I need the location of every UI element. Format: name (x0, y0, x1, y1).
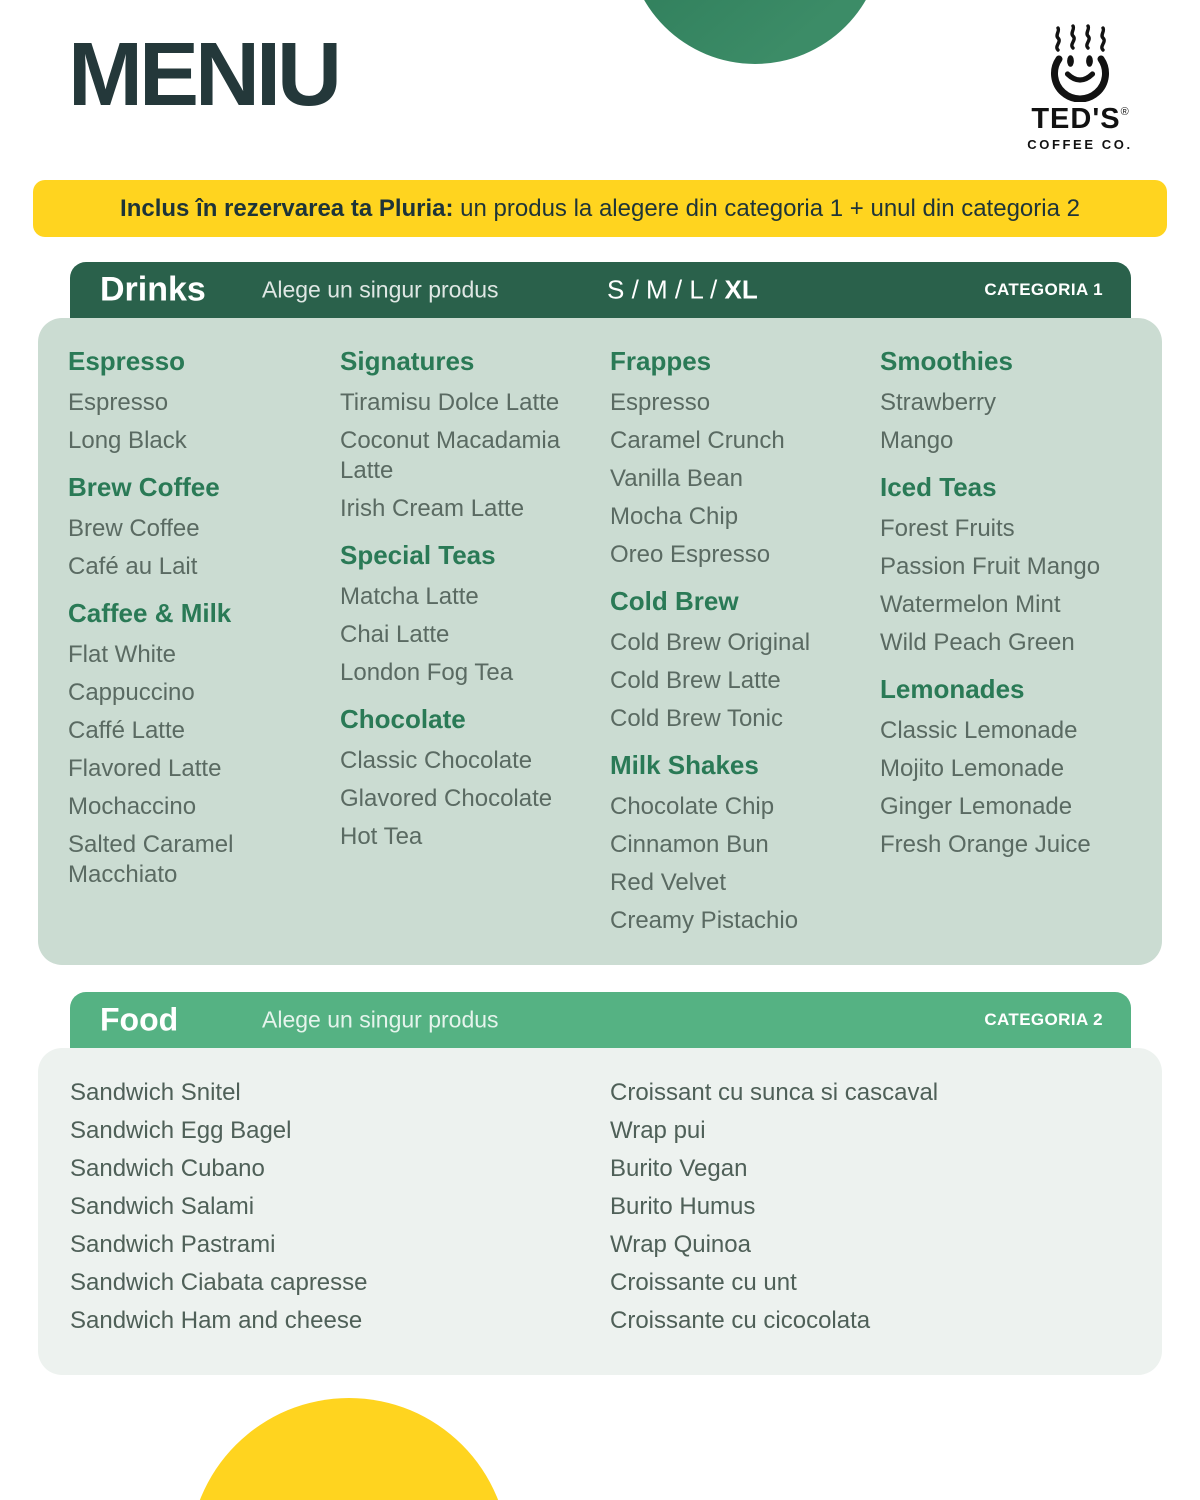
drinks-column-4 (880, 344, 1134, 944)
registered-mark: ® (1120, 106, 1129, 118)
menu-item: Brew Coffee (68, 515, 200, 542)
menu-item: Mojito Lemonade (880, 755, 1065, 782)
menu-item: Caramel Crunch (610, 427, 785, 454)
menu-item: Fresh Orange Juice (880, 831, 1091, 858)
logo-brand-name: TED'S® (1031, 103, 1129, 135)
drinks-sizes-label: S / M / L / XL (607, 274, 758, 305)
menu-item: Flavored Latte (68, 755, 222, 782)
menu-item: Sandwich Cubano (70, 1155, 265, 1182)
menu-category-heading: Milk Shakes (610, 750, 759, 780)
menu-category-heading: Signatures (340, 346, 475, 376)
drinks-column-1 (68, 344, 340, 944)
menu-item: Sandwich Ciabata capresse (70, 1269, 368, 1296)
menu-item: Cinnamon Bun (610, 831, 769, 858)
menu-item: Creamy Pistachio (610, 907, 799, 934)
menu-item: Long Black (68, 427, 187, 454)
menu-item: Wrap Quinoa (610, 1231, 751, 1258)
banner-regular-text: un produs la alegere din categoria 1 + unul din categoria 2 (453, 194, 1080, 222)
menu-item: Sandwich Pastrami (70, 1231, 276, 1258)
menu-category-heading: Lemonades (880, 674, 1025, 704)
menu-item: Irish Cream Latte (340, 495, 525, 522)
menu-category-heading: Chocolate (340, 704, 466, 734)
menu-item: Classic Lemonade (880, 717, 1078, 744)
menu-item: Oreo Espresso (610, 541, 771, 568)
menu-item: Sandwich Egg Bagel (70, 1117, 292, 1144)
menu-item: Burito Vegan (610, 1155, 748, 1182)
menu-item: Caffé Latte (68, 717, 185, 744)
menu-item: Hot Tea (340, 823, 423, 850)
drinks-section-header (70, 262, 1131, 318)
food-panel (38, 1048, 1162, 1375)
top-circle-decoration (627, 0, 883, 64)
menu-item: Burito Humus (610, 1193, 756, 1220)
menu-category-heading: Brew Coffee (68, 472, 220, 502)
menu-item: Wild Peach Green (880, 629, 1075, 656)
menu-category-heading: Espresso (68, 346, 186, 376)
menu-item: Croissante cu unt (610, 1269, 797, 1296)
menu-category-heading: Special Teas (340, 540, 496, 570)
menu-item: Cold Brew Latte (610, 667, 781, 694)
menu-item: Watermelon Mint (880, 591, 1061, 618)
menu-category-heading: Smoothies (880, 346, 1013, 376)
menu-item: Mocha Chip (610, 503, 739, 530)
menu-item: Wrap pui (610, 1117, 706, 1144)
menu-category-heading: Cold Brew (610, 586, 739, 616)
menu-item: Classic Chocolate (340, 747, 533, 774)
menu-item: Chocolate Chip (610, 793, 775, 820)
menu-item: Matcha Latte (340, 583, 479, 610)
menu-item: Mango (880, 427, 954, 454)
menu-item: Mochaccino (68, 793, 197, 820)
menu-item: Café au Lait (68, 553, 198, 580)
bottom-circle-decoration (189, 1398, 509, 1500)
food-title: Food (100, 1001, 179, 1038)
drinks-panel (38, 318, 1162, 965)
menu-item: Flat White (68, 641, 177, 668)
logo-subtitle: COFFEE CO. (1027, 137, 1133, 152)
steam-icon (1057, 26, 1104, 50)
drinks-subtitle: Alege un singur produs (262, 276, 499, 303)
food-section-header (70, 992, 1131, 1048)
menu-item: Sandwich Snitel (70, 1079, 241, 1106)
menu-item: Croissant cu sunca si cascaval (610, 1079, 939, 1106)
drinks-column-3 (610, 344, 880, 944)
banner-bold-text: Inclus în rezervarea ta Pluria: (120, 194, 454, 222)
menu-item: Salted Caramel Macchiato (68, 831, 234, 888)
menu-item: Croissante cu cicocolata (610, 1307, 871, 1334)
menu-item: Vanilla Bean (610, 465, 743, 492)
menu-item: London Fog Tea (340, 659, 514, 686)
menu-item: Glavored Chocolate (340, 785, 553, 812)
menu-item: Sandwich Salami (70, 1193, 255, 1220)
cup-face-icon (1055, 55, 1106, 99)
menu-item: Red Velvet (610, 869, 727, 896)
menu-item: Chai Latte (340, 621, 450, 648)
smiley-cup-icon (1024, 22, 1136, 102)
menu-item: Tiramisu Dolce Latte (340, 389, 560, 416)
menu-item: Coconut Macadamia Latte (340, 427, 561, 484)
menu-item: Espresso (610, 389, 711, 416)
food-column-1 (70, 1078, 610, 1351)
food-subtitle: Alege un singur produs (262, 1006, 499, 1033)
page-title: MENIU (68, 25, 338, 125)
pluria-info-banner (33, 180, 1167, 237)
menu-category-heading: Caffee & Milk (68, 598, 232, 628)
teds-coffee-logo (1022, 22, 1138, 152)
drinks-category-badge: CATEGORIA 1 (984, 280, 1103, 299)
menu-item: Passion Fruit Mango (880, 553, 1101, 580)
menu-item: Sandwich Ham and cheese (70, 1307, 363, 1334)
menu-item: Forest Fruits (880, 515, 1015, 542)
drinks-title: Drinks (100, 270, 206, 309)
food-column-2 (610, 1078, 1134, 1351)
menu-item: Ginger Lemonade (880, 793, 1073, 820)
menu-item: Espresso (68, 389, 169, 416)
menu-category-heading: Iced Teas (880, 472, 997, 502)
food-category-badge: CATEGORIA 2 (984, 1010, 1103, 1029)
menu-item: Cappuccino (68, 679, 195, 706)
menu-item: Strawberry (880, 389, 997, 416)
menu-item: Cold Brew Tonic (610, 705, 783, 732)
menu-item: Cold Brew Original (610, 629, 811, 656)
drinks-column-2 (340, 344, 610, 944)
menu-category-heading: Frappes (610, 346, 712, 376)
